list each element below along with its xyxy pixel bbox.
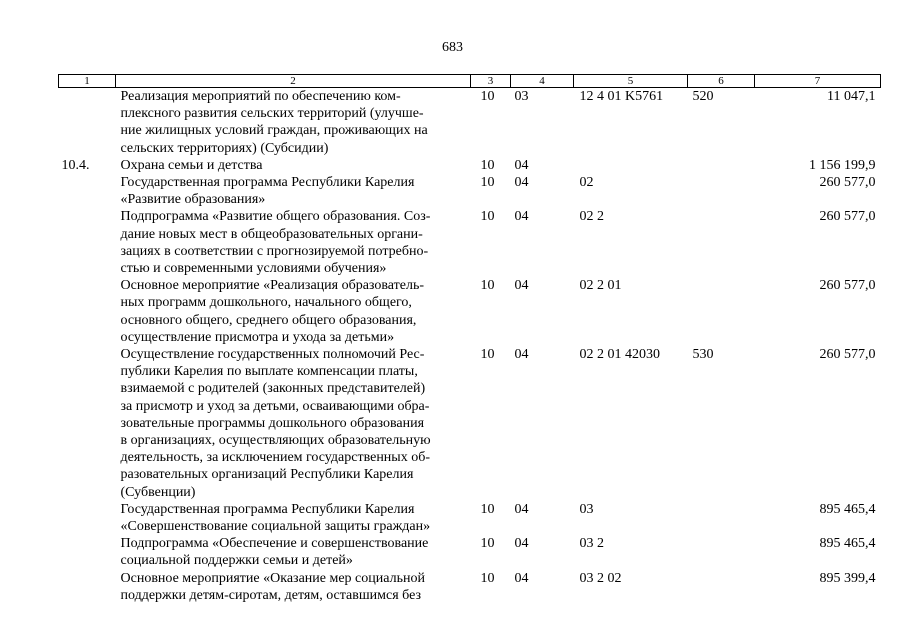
amount: 260 577,0 — [819, 175, 876, 191]
amount: 895 465,4 — [819, 536, 876, 552]
column-number: 4 — [511, 75, 574, 88]
row-name-line: публики Карелия по выплате компенсации платы, — [120, 364, 418, 380]
budget-table — [58, 74, 881, 604]
row-number — [59, 535, 116, 569]
section-code: 10 — [480, 157, 495, 173]
table-row — [59, 157, 881, 174]
table-row — [59, 208, 881, 277]
section-code: 10 — [480, 89, 495, 104]
section-code: 10 — [480, 501, 495, 517]
subsection-code: 04 — [514, 570, 529, 586]
amount: 11 047,1 — [827, 89, 876, 104]
row-number — [59, 277, 116, 346]
amount: 260 577,0 — [819, 347, 876, 363]
row-name — [116, 174, 471, 208]
row-name-line: Реализация мероприятий по обеспечению ком- — [120, 89, 401, 104]
row-name-line: стью и современными условиями обучения» — [120, 261, 387, 277]
row-name-line: зовательные программы дошкольного образования — [120, 415, 425, 431]
page-number: 683 — [442, 40, 463, 55]
row-name — [116, 157, 471, 174]
section-code: 10 — [480, 175, 495, 191]
subsection-code: 04 — [514, 209, 529, 225]
expense-type-code — [688, 174, 755, 208]
expense-type-code: 520 — [692, 89, 714, 104]
row-number — [59, 570, 116, 604]
row-name-line: социальной поддержки семьи и детей» — [120, 553, 353, 569]
target-article-code: 03 — [579, 501, 594, 517]
row-name-line: в организациях, осуществляющих образовательную — [120, 433, 431, 449]
row-name-line: плексного развития сельских территорий (улучше- — [120, 106, 424, 122]
table-row — [59, 501, 881, 535]
row-name — [116, 501, 471, 535]
row-name-line: ние жилищных условий граждан, проживающих на — [120, 123, 428, 139]
subsection-code: 04 — [514, 536, 529, 552]
row-number — [59, 208, 116, 277]
row-number — [59, 346, 116, 501]
column-number: 5 — [574, 75, 688, 88]
expense-type-code — [688, 535, 755, 569]
row-name-line: Подпрограмма «Развитие общего образования. Соз- — [120, 209, 431, 225]
expense-type-code — [688, 501, 755, 535]
subsection-code: 04 — [514, 157, 529, 173]
table-row — [59, 570, 881, 604]
subsection-code: 03 — [514, 89, 529, 104]
section-code: 10 — [480, 570, 495, 586]
row-name-line: сельских территориях) (Субсидии) — [120, 140, 329, 156]
subsection-code: 04 — [514, 501, 529, 517]
subsection-code: 04 — [514, 278, 529, 294]
row-number: 10.4. — [61, 157, 90, 173]
row-name — [116, 277, 471, 346]
table-row — [59, 88, 881, 157]
row-name-line: за присмотр и уход за детьми, осваивающими обра- — [120, 398, 430, 414]
subsection-code: 04 — [514, 347, 529, 363]
amount: 260 577,0 — [819, 209, 876, 225]
target-article-code: 02 2 01 — [579, 278, 622, 294]
row-number — [59, 501, 116, 535]
expense-type-code — [688, 157, 755, 174]
row-name-line: деятельность, за исключением государственных об- — [120, 450, 430, 466]
column-number: 3 — [471, 75, 511, 88]
row-name — [116, 346, 471, 501]
row-name-line: «Развитие образования» — [120, 192, 266, 208]
expense-type-code — [688, 277, 755, 346]
target-article-code: 02 — [579, 175, 594, 191]
row-name-line: Основное мероприятие «Оказание мер социальной — [120, 570, 425, 586]
row-name-line: Основное мероприятие «Реализация образователь- — [120, 278, 425, 294]
row-name-line: основного общего, среднего общего образования, — [120, 312, 417, 328]
row-name — [116, 570, 471, 604]
target-article-code: 03 2 — [579, 536, 604, 552]
row-name — [116, 208, 471, 277]
row-name — [116, 88, 471, 157]
expense-type-code — [688, 208, 755, 277]
section-code: 10 — [480, 278, 495, 294]
row-number — [59, 174, 116, 208]
column-number: 1 — [59, 75, 116, 88]
amount: 895 465,4 — [819, 501, 876, 517]
target-article-code: 02 2 01 42030 — [579, 347, 660, 363]
row-name-line: Охрана семьи и детства — [120, 157, 263, 173]
table-row — [59, 346, 881, 501]
row-name-line: Осуществление государственных полномочий Рес- — [120, 347, 425, 363]
target-article-code: 12 4 01 K5761 — [579, 89, 664, 104]
column-number: 2 — [116, 75, 471, 88]
expense-type-code — [688, 570, 755, 604]
row-name-line: (Субвенции) — [120, 484, 196, 500]
row-number — [59, 88, 116, 157]
table-body — [59, 88, 881, 605]
row-name-line: дание новых мест в общеобразовательных органи- — [120, 226, 423, 242]
target-article-code: 03 2 02 — [579, 570, 622, 586]
row-name-line: Подпрограмма «Обеспечение и совершенствование — [120, 536, 429, 552]
target-article-code — [574, 157, 688, 174]
row-name-line: поддержки детям-сиротам, детям, оставшимся без — [120, 587, 422, 603]
subsection-code: 04 — [514, 175, 529, 191]
column-number: 7 — [755, 75, 881, 88]
section-code: 10 — [480, 347, 495, 363]
row-name-line: разовательных организаций Республики Карелия — [120, 467, 414, 483]
section-code: 10 — [480, 536, 495, 552]
section-code: 10 — [480, 209, 495, 225]
table-row — [59, 174, 881, 208]
row-name-line: осуществление присмотра и ухода за детьми» — [120, 329, 395, 345]
row-name-line: Государственная программа Республики Карелия — [120, 175, 415, 191]
column-number-header — [59, 75, 881, 88]
column-number: 6 — [688, 75, 755, 88]
row-name-line: ных программ дошкольного, начального общего, — [120, 295, 412, 311]
expense-type-code: 530 — [692, 347, 714, 363]
row-name-line: взимаемой с родителей (законных представителей) — [120, 381, 426, 397]
amount: 1 156 199,9 — [809, 157, 876, 173]
amount: 895 399,4 — [819, 570, 876, 586]
row-name — [116, 535, 471, 569]
target-article-code: 02 2 — [579, 209, 604, 225]
amount: 260 577,0 — [819, 278, 876, 294]
table-row — [59, 535, 881, 569]
table-row — [59, 277, 881, 346]
row-name-line: зациях в соответствии с прогнозируемой потребно- — [120, 243, 429, 259]
row-name-line: Государственная программа Республики Карелия — [120, 501, 415, 517]
row-name-line: «Совершенствование социальной защиты граждан» — [120, 519, 431, 535]
